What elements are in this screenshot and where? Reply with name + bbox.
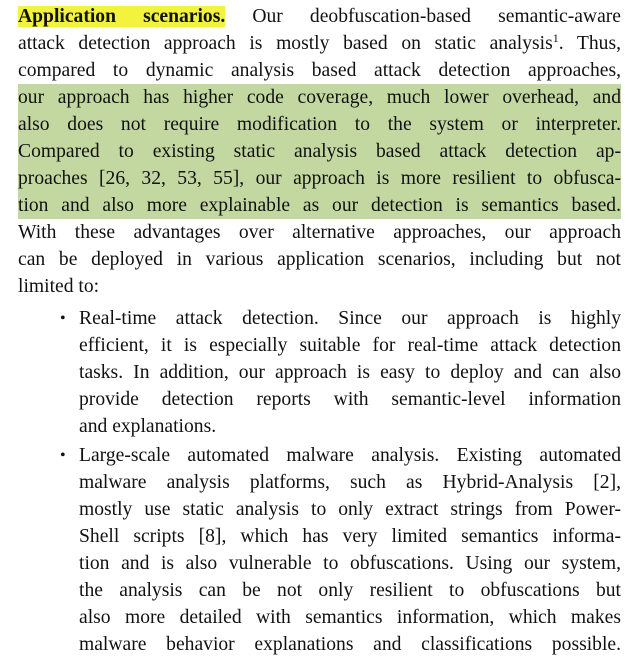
paragraph-line: compared to dynamic analysis based attack detection approaches, [18, 60, 621, 81]
bullet-line: malware analysis platforms, such as Hybrid-Analysis [2], [79, 472, 621, 493]
bullet-line: Shell scripts [8], which has very limited semantics informa- [79, 526, 621, 547]
bullet-line: provide detection reports with semantic-level information [79, 389, 621, 410]
bullet-line: mostly use static analysis to only extract strings from Power- [79, 499, 621, 520]
highlighted-line: our approach has higher code coverage, much lower overhead, and [18, 84, 621, 111]
highlighted-line: Compared to existing static analysis based attack detection ap- [18, 138, 621, 165]
paragraph-line [18, 3, 621, 30]
bullet-line: and explanations. [79, 416, 217, 437]
highlighted-line: proaches [26, 32, 53, 55], our approach is more resilient to obfusca- [18, 165, 621, 192]
bullet-line: also more detailed with semantics information, which makes [79, 607, 621, 628]
highlighted-line: tion and also more explainable as our detection is semantics based. [18, 192, 621, 219]
paragraph-text: . Thus, [558, 33, 621, 54]
paragraph-line [18, 30, 621, 57]
bullet-marker: • [60, 447, 66, 464]
section-heading: Application scenarios. [18, 6, 226, 27]
paragraph-line: limited to: [18, 276, 100, 297]
bullet-line: Real-time attack detection. Since our approach is highly [79, 308, 621, 329]
paragraph-text: Our deobfuscation-based semantic-aware [252, 6, 621, 27]
bullet-line: efficient, it is especially suitable for real-time attack detection [79, 335, 621, 356]
footnote-marker: 1 [552, 31, 559, 45]
highlighted-line: also does not require modification to the system or interpreter. [18, 111, 621, 138]
bullet-line: the analysis can be not only resilient to obfuscations but [79, 580, 621, 601]
paragraph-text: attack detection approach is mostly based on static analysis [18, 33, 553, 54]
bullet-line: tion and is also vulnerable to obfuscations. Using our system, [79, 553, 621, 574]
bullet-marker: • [60, 310, 66, 327]
bullet-line: tasks. In addition, our approach is easy to deploy and can also [79, 362, 621, 383]
bullet-line: malware behavior explanations and classifications possible. [79, 634, 621, 655]
bullet-line: Large-scale automated malware analysis. Existing automated [79, 445, 621, 466]
paragraph-line: can be deployed in various application scenarios, including but not [18, 249, 621, 270]
paragraph-line: With these advantages over alternative approaches, our approach [18, 222, 621, 243]
